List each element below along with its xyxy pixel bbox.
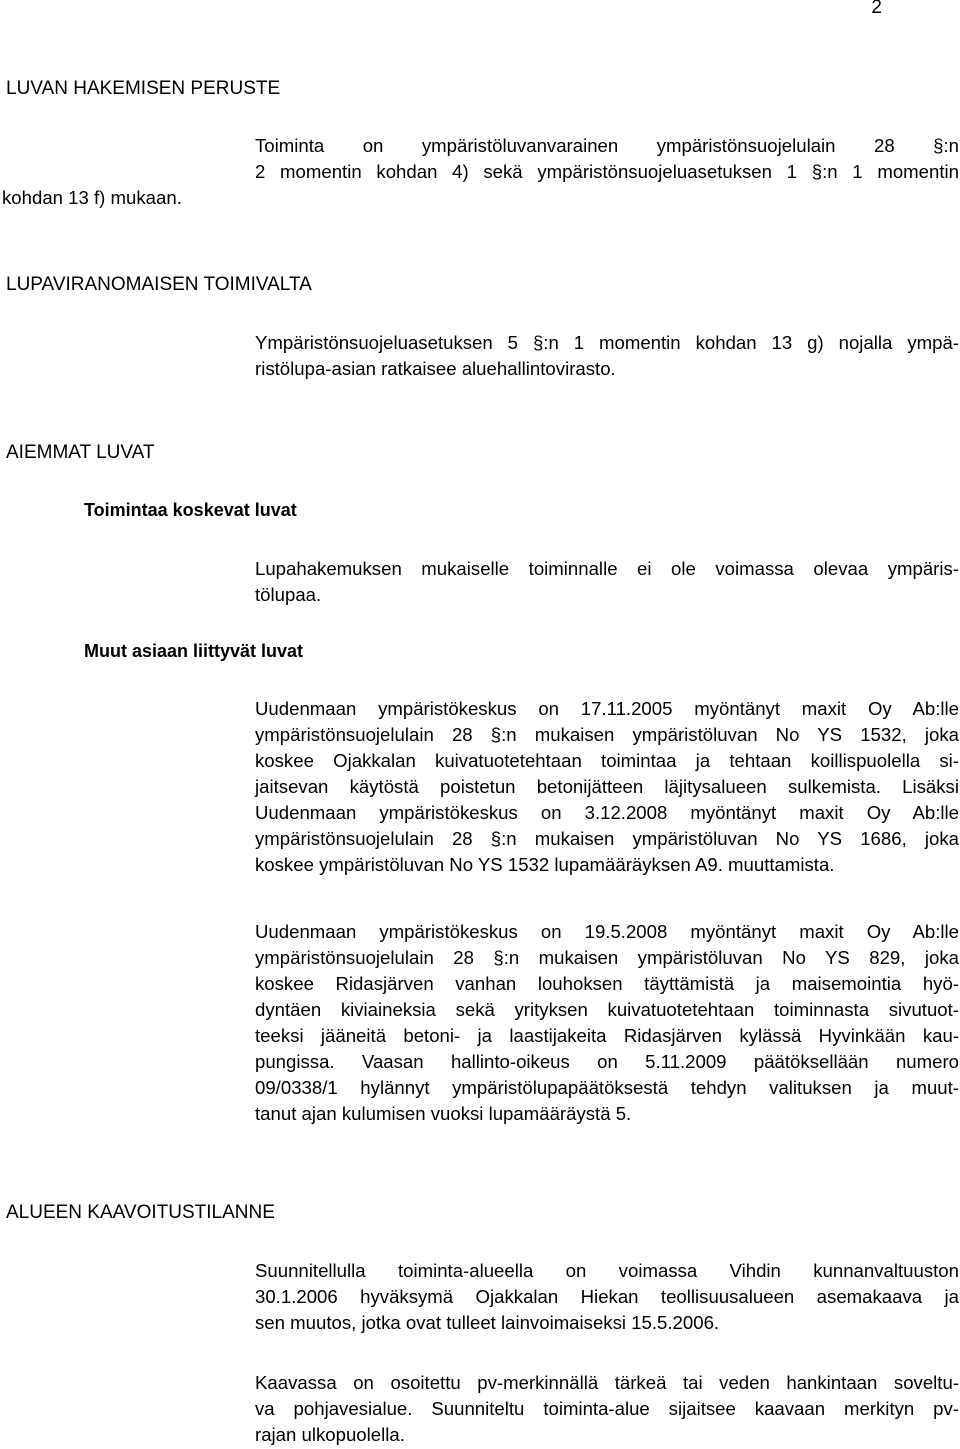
subheading-muut-asiaan-liittyvat-luvat: Muut asiaan liittyvät luvat (84, 641, 304, 661)
paragraph-lupaviranomaisen-toimivalta (255, 330, 959, 382)
paragraph-toimintaa-koskevat-luvat (255, 556, 959, 608)
paragraph-muut-luvat-2 (255, 919, 959, 1127)
text-line: ympäristönsuojelulain 28 §:n mukaisen ympäristöluvan No YS 1532, joka (255, 724, 959, 745)
text-line: Uudenmaan ympäristökeskus on 19.5.2008 myöntänyt maxit Oy Ab:lle (255, 921, 959, 942)
text-line: 09/0338/1 hylännyt ympäristölupapäätöksestä tehdyn valituksen ja muut- (255, 1077, 959, 1098)
paragraph-luvan-hakemisen-peruste (2, 133, 959, 211)
text-line: 30.1.2006 hyväksymä Ojakkalan Hiekan teollisuusalueen asemakaava ja (255, 1286, 959, 1307)
text-line: Ympäristönsuojeluasetuksen 5 §:n 1 momentin kohdan 13 g) nojalla ympä- (255, 332, 959, 353)
text-line: teeksi jääneitä betoni- ja laastijakeita Ridasjärven kylässä Hyvinkään kau- (255, 1025, 959, 1046)
text-line: tanut ajan kulumisen vuoksi lupamääräystä 5. (255, 1103, 632, 1124)
text-line: 2 momentin kohdan 4) sekä ympäristönsuojeluasetuksen 1 §:n 1 momentin (255, 161, 959, 182)
paragraph-kaavoitustilanne-2 (255, 1370, 959, 1448)
text-line: ristölupa-asian ratkaisee aluehallintovirasto. (255, 358, 616, 379)
text-line: Suunnitellulla toiminta-alueella on voimassa Vihdin kunnanvaltuuston (255, 1260, 959, 1281)
text-line: rajan ulkopuolella. (255, 1424, 405, 1445)
text-line: Uudenmaan ympäristökeskus on 3.12.2008 myöntänyt maxit Oy Ab:lle (255, 802, 959, 823)
text-line: dyntäen kiviaineksia sekä yrityksen kuivatuotetehtaan toiminnasta sivutuot- (255, 999, 959, 1020)
text-line: Lupahakemuksen mukaiselle toiminnalle ei ole voimassa olevaa ympäris- (255, 558, 959, 579)
section-heading-lupaviranomaisen-toimivalta: LUPAVIRANOMAISEN TOIMIVALTA (6, 274, 312, 295)
text-line: tölupaa. (255, 584, 322, 605)
section-heading-alueen-kaavoitustilanne: ALUEEN KAAVOITUSTILANNE (6, 1202, 275, 1223)
text-line: kohdan 13 f) mukaan. (2, 187, 182, 208)
text-line: Uudenmaan ympäristökeskus on 17.11.2005 myöntänyt maxit Oy Ab:lle (255, 698, 959, 719)
page-number: 2 (871, 0, 882, 18)
text-line: ympäristönsuojelulain 28 §:n mukaisen ympäristöluvan No YS 829, joka (255, 947, 959, 968)
section-heading-aiemmat-luvat: AIEMMAT LUVAT (6, 442, 155, 463)
text-line: pungissa. Vaasan hallinto-oikeus on 5.11.2009 päätöksellään numero (255, 1051, 959, 1072)
text-line: va pohjavesialue. Suunniteltu toiminta-alue sijaitsee kaavaan merkityn pv- (255, 1398, 959, 1419)
section-heading-luvan-hakemisen-peruste: LUVAN HAKEMISEN PERUSTE (6, 78, 281, 99)
text-line: Kaavassa on osoitettu pv-merkinnällä tärkeä tai veden hankintaan soveltu- (255, 1372, 959, 1393)
text-line: jaitsevan käytöstä poistetun betonijätteen läjitysalueen sulkemista. Lisäksi (255, 776, 959, 797)
subheading-toimintaa-koskevat-luvat: Toimintaa koskevat luvat (84, 500, 297, 520)
paragraph-muut-luvat-1 (255, 696, 959, 878)
text-line: sen muutos, jotka ovat tulleet lainvoimaiseksi 15.5.2006. (255, 1312, 720, 1333)
text-line: ympäristönsuojelulain 28 §:n mukaisen ympäristöluvan No YS 1686, joka (255, 828, 959, 849)
text-line: koskee ympäristöluvan No YS 1532 lupamääräyksen A9. muuttamista. (255, 854, 835, 875)
text-line: koskee Ojakkalan kuivatuotetehtaan toimintaa ja tehtaan koillispuolella si- (255, 750, 959, 771)
paragraph-kaavoitustilanne-1 (255, 1258, 959, 1336)
text-line: Toiminta on ympäristöluvanvarainen ympäristönsuojelulain 28 §:n (255, 135, 959, 156)
text-line: koskee Ridasjärven vanhan louhoksen täyttämistä ja maisemointia hyö- (255, 973, 959, 994)
